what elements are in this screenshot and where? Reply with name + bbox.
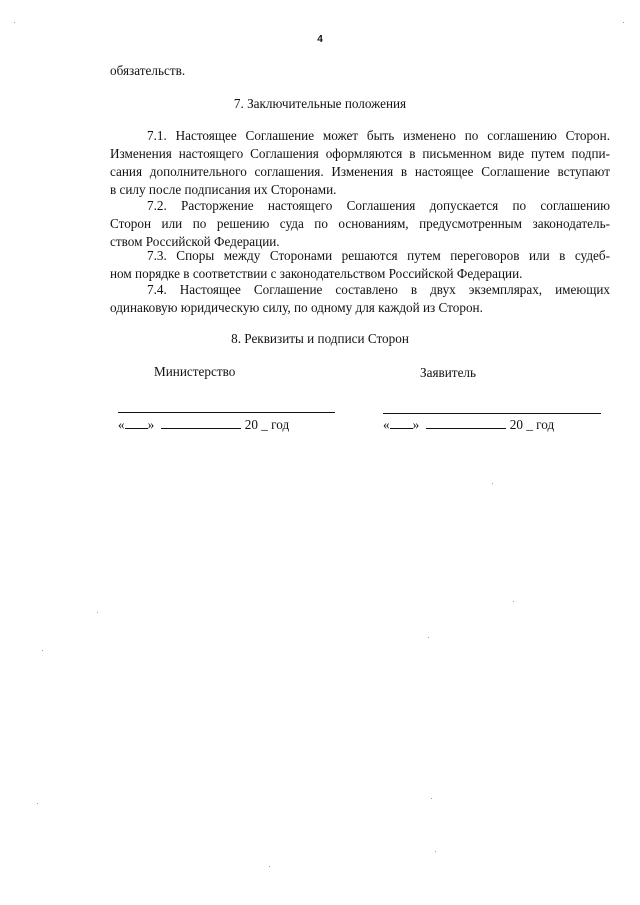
left-day-blank xyxy=(125,417,148,429)
right-signature-line xyxy=(383,413,601,414)
scan-speck xyxy=(42,650,43,651)
right-day-blank xyxy=(390,417,413,429)
scan-speck xyxy=(37,803,38,804)
scan-speck xyxy=(14,22,15,23)
left-party-label: Министерство xyxy=(154,364,236,379)
section-7-title: 7. Заключительные положения xyxy=(233,96,407,111)
scan-speck xyxy=(269,866,270,867)
scan-speck xyxy=(428,637,429,638)
scan-speck xyxy=(431,798,432,799)
right-date-line xyxy=(383,417,554,433)
scan-speck xyxy=(623,22,624,23)
scan-speck xyxy=(492,483,493,484)
right-month-blank xyxy=(426,417,506,429)
page-number: 4 xyxy=(317,34,323,45)
left-month-blank xyxy=(161,417,241,429)
scan-speck xyxy=(435,851,436,852)
left-year-text: 20 _ год xyxy=(244,417,290,432)
right-year-text: 20 _ год xyxy=(509,417,555,432)
right-close-quote: » xyxy=(412,417,420,432)
paragraph-7-4: 7.4. Настоящее Соглашение составлено в двух экземплярах, имеющих одинаковую юридическую силу, по одному для каждой из Сторон. xyxy=(110,282,610,315)
left-close-quote: » xyxy=(147,417,155,432)
section-8-title: 8. Реквизиты и подписи Сторон xyxy=(231,331,409,346)
paragraph-7-2: 7.2. Расторжение настоящего Соглашения допускается по соглашению Сторон или по решению суда по основаниям, предусмотренным законодатель- ством Российской Федерации. xyxy=(110,198,610,249)
continuation-text: обязательств. xyxy=(110,63,186,78)
right-open-quote: « xyxy=(383,417,390,432)
scan-speck xyxy=(97,612,98,613)
left-signature-line xyxy=(118,412,335,413)
paragraph-7-3: 7.3. Споры между Сторонами решаются путем переговоров или в судеб- ном порядке в соответствии с законодательством Российской Федерации. xyxy=(110,248,610,281)
right-party-label: Заявитель xyxy=(420,365,477,380)
paragraph-7-1: 7.1. Настоящее Соглашение может быть изменено по соглашению Сторон. Изменения настоящего Соглашения оформляются в письменном виде путем подпи- сания дополнительного соглашения. Изменения в настоящее Соглашение вступают в силу после подписания их Сторонами. xyxy=(110,128,610,197)
left-date-line xyxy=(118,417,289,433)
scan-speck xyxy=(513,601,514,602)
left-open-quote: « xyxy=(118,417,125,432)
